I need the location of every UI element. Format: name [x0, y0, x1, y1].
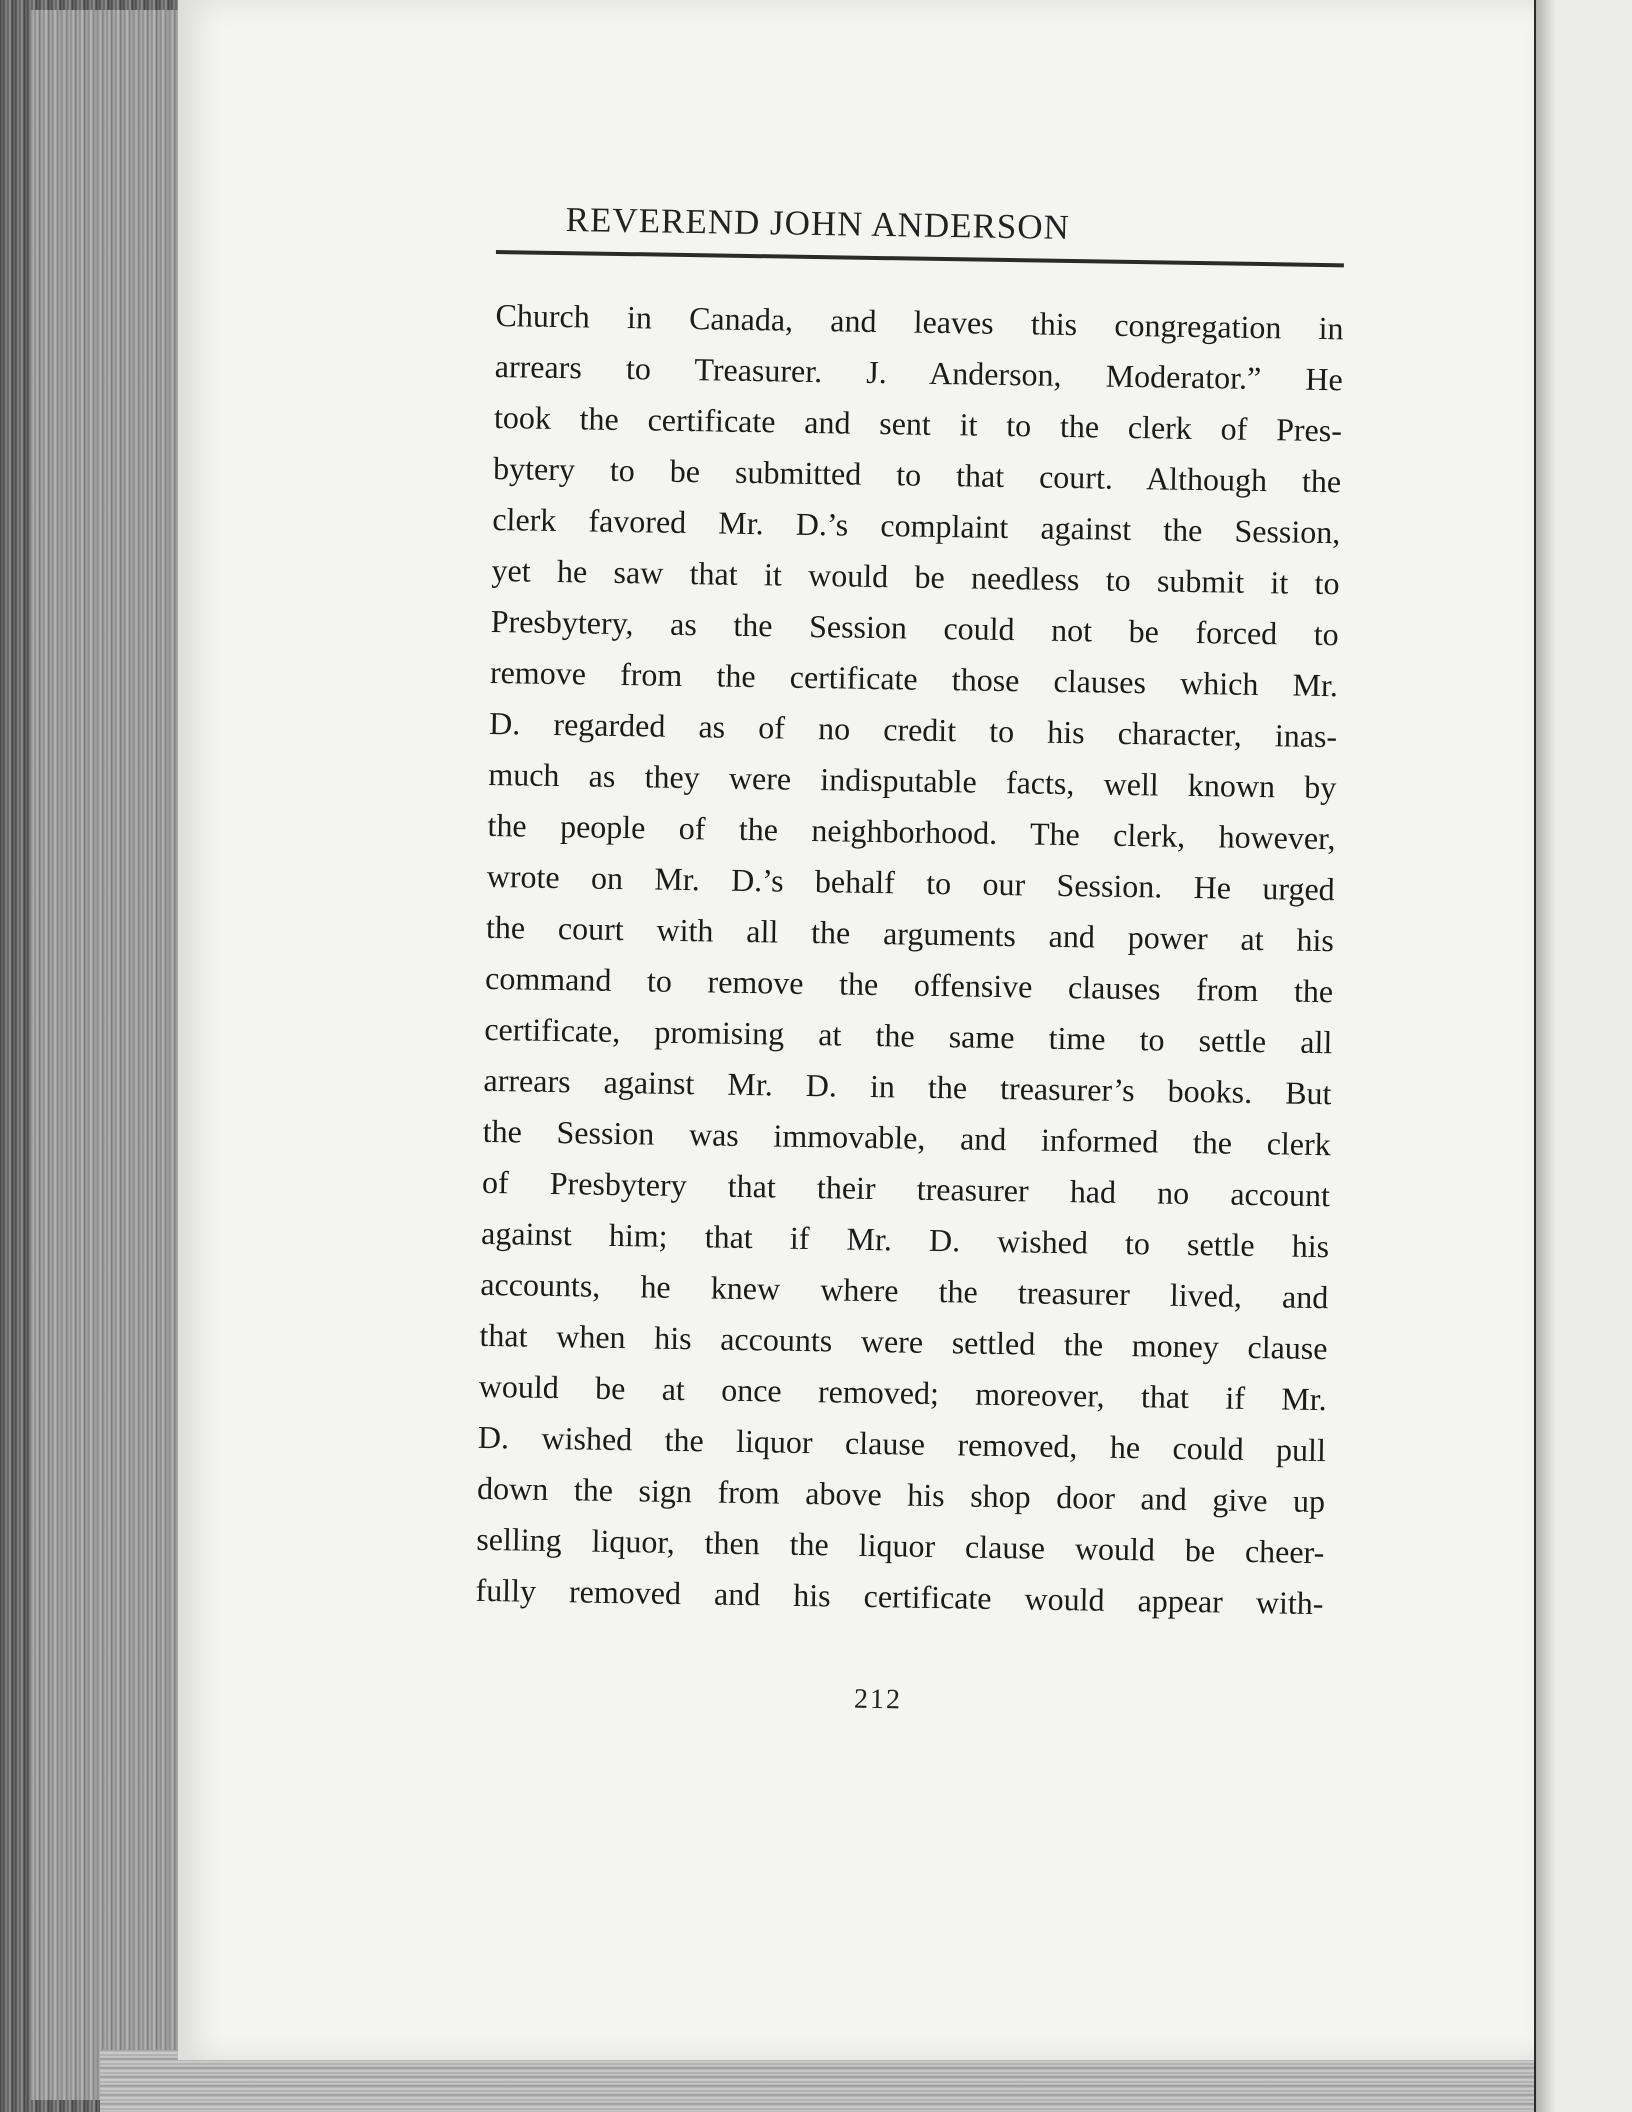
text-line: down the sign from above his shop door and give up [476, 1469, 1326, 1520]
text-line: selling liquor, then the liquor clause would be cheer- [476, 1520, 1325, 1571]
text-line: command to remove the offensive clauses from the [484, 959, 1334, 1010]
facing-page-edge [1534, 0, 1632, 2112]
text-line: that when his accounts were settled the money clause [479, 1316, 1328, 1367]
text-line: would be at once removed; moreover, that if Mr. [478, 1367, 1327, 1418]
text-line: arrears to Treasurer. J. Anderson, Moderator.” He [494, 347, 1343, 398]
text-line: arrears against Mr. D. in the treasurer’s books. But [483, 1061, 1332, 1112]
text-line: fully removed and his certificate would appear with- [475, 1571, 1324, 1622]
text-line: took the certificate and sent it to the clerk of Pres- [493, 398, 1343, 449]
text-line: remove from the certificate those clauses which Mr. [489, 653, 1339, 704]
text-line: D. wished the liquor clause removed, he could pull [477, 1418, 1327, 1469]
page-number: 212 [853, 1683, 903, 1716]
text-line: clerk favored Mr. D.’s complaint against the Session, [492, 500, 1341, 551]
text-line: much as they were indisputable facts, well known by [488, 755, 1337, 806]
text-line: against him; that if Mr. D. wished to settle his [480, 1214, 1330, 1265]
text-line: Church in Canada, and leaves this congregation in [495, 296, 1344, 347]
text-line: accounts, he knew where the treasurer lived, and [480, 1265, 1329, 1316]
body-text [475, 290, 1344, 1629]
text-line: the Session was immovable, and informed the clerk [482, 1112, 1331, 1163]
text-line: of Presbytery that their treasurer had no account [481, 1163, 1331, 1214]
running-head: REVEREND JOHN ANDERSON [565, 200, 1071, 247]
text-line: certificate, promising at the same time to settle all [484, 1010, 1333, 1061]
text-line: wrote on Mr. D.’s behalf to our Session. He urged [486, 857, 1335, 908]
text-line: the court with all the arguments and power at his [485, 908, 1335, 959]
text-line: bytery to be submitted to that court. Although the [492, 449, 1342, 500]
text-line: the people of the neighborhood. The clerk, however, [487, 806, 1336, 857]
text-line: D. regarded as of no credit to his character, inas- [488, 704, 1338, 755]
book-page-edges [0, 0, 178, 2112]
text-line: yet he saw that it would be needless to submit it to [491, 551, 1340, 602]
text-line: Presbytery, as the Session could not be forced to [490, 602, 1339, 653]
